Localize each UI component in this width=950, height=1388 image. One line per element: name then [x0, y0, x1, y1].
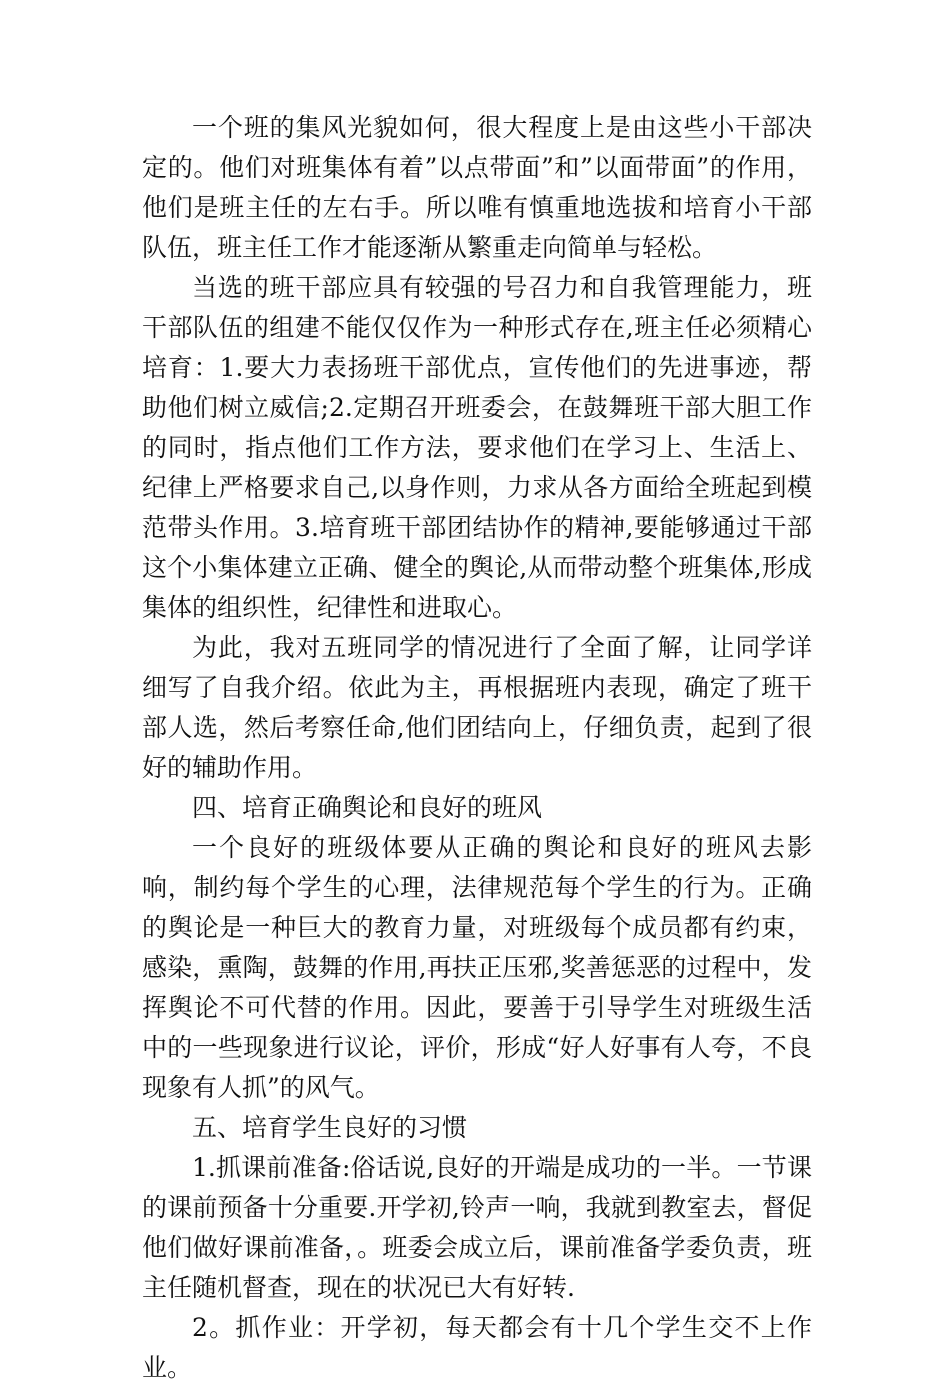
paragraph-cadre-training: 当选的班干部应具有较强的号召力和自我管理能力，班干部队伍的组建不能仅仅作为一种形式存在,班主任必须精心培育：1.要大力表扬班干部优点，宣传他们的先进事迹，帮助他们树立威信;2.定期召开班委会，在鼓舞班干部大胆工作的同时，指点他们工作方法，要求他们在学习上、生活上、纪律上严格要求自己,以身作则，力求从各方面给全班起到模范带头作用。3.培育班干部团结协作的精神,要能够通过干部这个小集体建立正确、健全的舆论,从而带动整个班集体,形成集体的组织性，纪律性和进取心。: [142, 273, 812, 622]
paragraph-class-preparation: 1.抓课前准备:俗话说,良好的开端是成功的一半。一节课的课前预备十分重要.开学初,铃声一响，我就到教室去，督促他们做好课前准备，。班委会成立后，课前准备学委负责，班主任随机督查，现在的状况已大有好转.: [142, 1153, 812, 1302]
document-page: [142, 108, 812, 1388]
section-heading-4: 四、培育正确舆论和良好的班风: [192, 793, 543, 822]
paragraph-cadre-selection: 为此，我对五班同学的情况进行了全面了解，让同学详细写了自我介绍。依此为主，再根据班内表现，确定了班干部人选，然后考察任命,他们团结向上，仔细负责，起到了很好的辅助作用。: [142, 633, 812, 782]
paragraph-homework: 2。抓作业：开学初，每天都会有十几个学生交不上作业。: [142, 1313, 812, 1382]
paragraph-class-cadres-role: 一个班的集风光貌如何，很大程度上是由这些小干部决定的。他们对班集体有着”以点带面”和”以面带面”的作用，他们是班主任的左右手。所以唯有慎重地选拔和培育小干部队伍，班主任工作才能逐渐从繁重走向简单与轻松。: [142, 113, 812, 262]
paragraph-public-opinion: 一个良好的班级体要从正确的舆论和良好的班风去影响，制约每个学生的心理，法律规范每个学生的行为。正确的舆论是一种巨大的教育力量，对班级每个成员都有约束，感染，熏陶，鼓舞的作用,再扶正压邪,奖善惩恶的过程中，发挥舆论不可代替的作用。因此，要善于引导学生对班级生活中的一些现象进行议论，评价，形成“好人好事有人夸，不良现象有人抓”的风气。: [142, 833, 812, 1102]
section-heading-5: 五、培育学生良好的习惯: [192, 1113, 468, 1142]
